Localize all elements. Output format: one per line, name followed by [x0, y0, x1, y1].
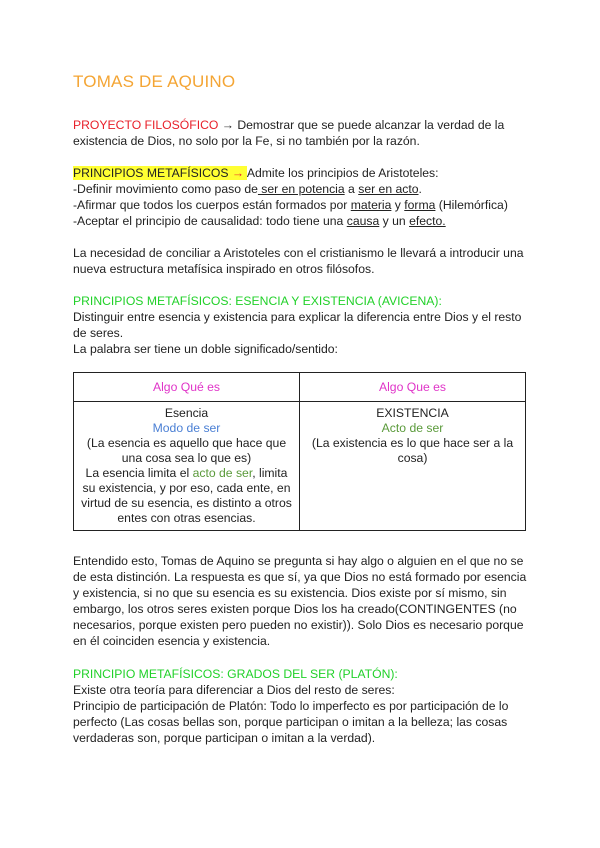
proyecto-paragraph	[73, 117, 533, 149]
esencia-line-1: Distinguir entre esencia y existencia para explicar la diferencia entre Dios y el resto de seres.	[73, 310, 522, 340]
table-cell-existencia	[300, 402, 526, 531]
esencia-sub: Modo de ser	[152, 421, 221, 435]
grados-section	[73, 666, 533, 746]
principios-line-1: -Definir movimiento como paso de ser en potencia a ser en acto.	[73, 182, 422, 196]
esencia-title: Esencia	[164, 406, 209, 420]
principios-intro: Admite los principios de Aristoteles:	[246, 166, 439, 180]
existencia-sub: Acto de ser	[381, 421, 444, 435]
principios-line-2: -Afirmar que todos los cuerpos están formados por materia y forma (Hilemórfica)	[73, 198, 508, 212]
esencia-heading: PRINCIPIOS METAFÍSICOS: ESENCIA Y EXISTENCIA (AVICENA):	[73, 294, 442, 308]
esencia-p1: (La esencia es aquello que hace que una cosa sea lo que es)	[86, 436, 287, 465]
principios-line-3: -Aceptar el principio de causalidad: todo tiene una causa y un efecto.	[73, 214, 446, 228]
esencia-p2: La esencia limita el acto de ser, limita su existencia, y por eso, cada ente, en virtud de su esencia, es distinto a otros entes con otras esencias.	[81, 466, 292, 525]
table-header-col2: Algo Que es	[300, 373, 526, 402]
table-header-col1: Algo Qué es	[74, 373, 300, 402]
principios-intro-line	[73, 165, 533, 181]
esencia-line-2: La palabra ser tiene un doble significado/sentido:	[73, 342, 338, 356]
entendido-paragraph: Entendido esto, Tomas de Aquino se pregunta si hay algo o alguien en el que no se de esta distinción. La respuesta es que sí, ya que Dios no está formado por esencia y existencia, si no que su esencia es su existencia. Dios existe por sí mismo, sin embargo, los otros seres existen porque Dios los ha creado(CONTINGENTES (no necesarios, porque existen pero pueden no existir)). Solo Dios es necesario porque en él coinciden esencia y existencia.	[73, 554, 527, 648]
proyecto-text: Demostrar que se puede alcanzar la verdad de la existencia de Dios, no solo por la Fe, si no también por la razón.	[73, 118, 505, 148]
proyecto-label: PROYECTO FILOSÓFICO	[73, 118, 219, 132]
existencia-p1: (La existencia es lo que hace ser a la cosa)	[311, 436, 514, 465]
grados-heading: PRINCIPIO METAFÍSICOS: GRADOS DEL SER (PLATÓN):	[73, 667, 398, 681]
proyecto-arrow: →	[218, 118, 238, 132]
existencia-title: EXISTENCIA	[376, 406, 449, 420]
grados-line-1: Existe otra teoría para diferenciar a Dios del resto de seres:	[73, 683, 395, 697]
grados-line-2: Principio de participación de Platón: Todo lo imperfecto es por participación de lo perfecto (Las cosas bellas son, porque participan o imitan a la belleza; las cosas verdaderas son, porque participan o imitan a la verdad).	[73, 699, 509, 745]
esencia-existencia-table	[73, 372, 526, 531]
esencia-section	[73, 293, 533, 357]
page-title: TOMAS DE AQUINO	[73, 72, 236, 91]
table-cell-esencia	[74, 402, 300, 531]
necesidad-paragraph: La necesidad de conciliar a Aristoteles con el cristianismo le llevará a introducir una nueva estructura metafísica inspirado en otros filósofos.	[73, 246, 524, 276]
principios-paragraph	[73, 165, 533, 229]
principios-label: PRINCIPIOS METAFÍSICOS →	[73, 166, 247, 180]
